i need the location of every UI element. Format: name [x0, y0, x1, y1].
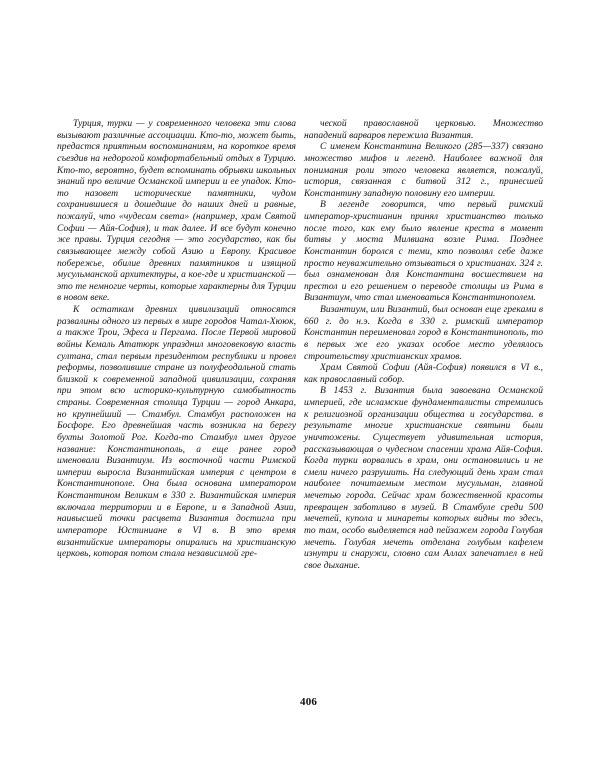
paragraph: В 1453 г. Византия была завоевана Османской империей, где исламские фундаменталисты стремились к религиозной организации общества и государства. в результате многие христианские святыни были уничтожены. Существует удивительная история, рассказывающая о чудесном спасении храма Айя-София. Когда турки ворвались в храм, они остановились и не смели ничего разрушить. На следующий день храм стал наиболее почитаемым местом мусульман, главной мечетью города. Сейчас храм божественной красоты превращен заботливо в музей. В Стамбуле среди 500 мечетей, купола и минареты которых видны то здесь, то там, особо выделяется над пейзажем города Голубая мечеть. Голубая мечеть отделана голубым кафелем изнутри и снаружи, словно сам Аллах запечатлел в ней свое дыхание. — [304, 385, 543, 571]
paragraph: Турция, турки — у современного человека эти слова вызывают различные ассоциации. Кто-то, может быть, предастся приятным воспоминаниям, на короткое время съездив на недорогой комфортабельный отдых в Турцию. Кто-то, вероятно, будет вспоминать обрывки школьных знаний про величие Османской империи и ее упадок. Кто-то назовет исторические памятники, чудом сохранившиеся и дошедшие до наших дней и равные, пожалуй, что «чудесам света» (например, храм Святой Софии — Айя-София), и так далее. И все будут конечно же правы. Турция сегодня — это государство, как бы связывающее между собой Азию и Европу. Красивое побережье, обилие древних памятников и изящной мусульманской архитектуры, а кое-где и христианской — это те немногие черты, которые характерны для Турции в новом веке. — [57, 118, 296, 304]
page-number: 406 — [300, 696, 318, 708]
paragraph: Храм Святой Софии (Айя-София) появился в VI в., как православный собор. — [304, 362, 543, 385]
paragraph: В легенде говорится, что первый римский император-христианин принял христианство только после того, как ему было явление креста в момент битвы у моста Милвиана возле Рима. Позднее Константин боролся с теми, кто позволял себе даже просто неуважительно отзываться о христианах. 324 г. был ознаменован для Константина восшествием на престол и его решением о переводе столицы из Рима в Византиум, что стал именоваться Константинополем. — [304, 199, 543, 304]
paragraph: ческой православной церковью. Множество нападений варваров пережила Византия. — [304, 118, 543, 141]
paragraph: К остаткам древних цивилизаций относятся развалины одного из первых в мире городов Чатал-Хююк, а также Трои, Эфеса и Пергама. После Первой мировой войны Кемаль Ататюрк упразднил многовековую власть султана, стал первым президентом республики и провел реформы, позволившие стране из полуфеодальной стать близкой к современной западной цивилизации, сохраняя при этом всю историко-культурную самобытность страны. Современная столица Турции — город Анкара, но крупнейший — Стамбул. Стамбул расположен на Босфоре. Его древнейшая часть возникла на берегу бухты Золотой Рог. Когда-то Стамбул имел другое название: Константинополь, а еще ранее город именовали Византиум. Из восточной части Римской империи выросла Византийская империя с центром в Константинополе. Она была основана императором Константином Великим в 330 г. Византийская империя включала территории и в Европе, и в Западной Азии, наивысшей точки расцвета Византия достигла при императоре Юстиниане в VI в. В это время византийские императоры опирались на христианскую церковь, которая потом стала независимой гре- — [57, 304, 296, 560]
text-column-right — [304, 118, 543, 571]
paragraph: Византиум, или Византий, был основан еще греками в 660 г. до н.э. Когда в 330 г. римский император Константин переименовал город в Константинополь, то в первых же его указах особое место уделялось строительству христианских храмов. — [304, 304, 543, 362]
text-column-left — [57, 118, 296, 560]
paragraph: С именем Константина Великого (285—337) связано множество мифов и легенд. Наиболее важной для понимания роли этого человека является, пожалуй, история, связанная с битвой 312 г., принесшей Константину западную половину его империи. — [304, 141, 543, 199]
